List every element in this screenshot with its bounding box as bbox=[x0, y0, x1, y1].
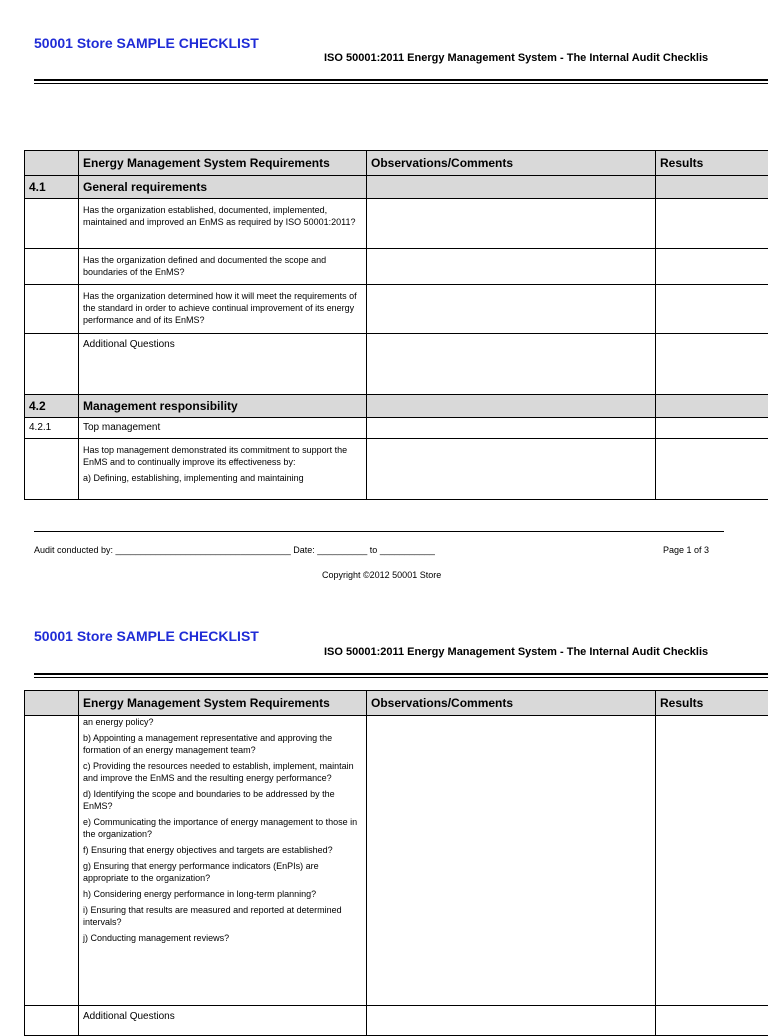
result-cell[interactable] bbox=[656, 249, 768, 285]
checklist-page-2 bbox=[0, 600, 768, 1024]
question-item: b) Appointing a management representative and approving the formation of an energy management team? bbox=[83, 732, 362, 756]
header-cell-results: Results bbox=[656, 691, 768, 716]
observation-cell[interactable] bbox=[367, 249, 656, 285]
observation-cell[interactable] bbox=[367, 439, 656, 500]
question-item: f) Ensuring that energy objectives and targets are established? bbox=[83, 844, 362, 856]
question-item: c) Providing the resources needed to establish, implement, maintain and improve the EnMS and the resulting energy performance? bbox=[83, 760, 362, 784]
result-cell[interactable] bbox=[656, 199, 768, 249]
number-cell bbox=[25, 439, 79, 500]
number-cell bbox=[25, 249, 79, 285]
footer-rule bbox=[34, 531, 724, 532]
number-cell bbox=[25, 285, 79, 334]
question-row bbox=[25, 716, 768, 1006]
question-row bbox=[25, 199, 768, 249]
audit-table bbox=[24, 150, 768, 500]
header-cell-number bbox=[25, 691, 79, 716]
brand-title: 50001 Store SAMPLE CHECKLIST bbox=[34, 35, 259, 51]
question-item: j) Conducting management reviews? bbox=[83, 932, 362, 944]
result-cell[interactable] bbox=[656, 716, 768, 1006]
question-item: i) Ensuring that results are measured and reported at determined intervals? bbox=[83, 904, 362, 928]
header-cell-observations: Observations/Comments bbox=[367, 691, 656, 716]
header-rule-thin bbox=[34, 83, 768, 84]
header-rule bbox=[34, 673, 768, 675]
question-item: d) Identifying the scope and boundaries to be addressed by the EnMS? bbox=[83, 788, 362, 812]
question-row bbox=[25, 285, 768, 334]
result-cell[interactable] bbox=[656, 176, 768, 199]
question-row bbox=[25, 439, 768, 500]
question-item: e) Communicating the importance of energy management to those in the organization? bbox=[83, 816, 362, 840]
result-cell[interactable] bbox=[656, 439, 768, 500]
result-cell[interactable] bbox=[656, 334, 768, 395]
header-cell-results: Results bbox=[656, 151, 768, 176]
section-row bbox=[25, 395, 768, 418]
observation-cell[interactable] bbox=[367, 395, 656, 418]
subsection-row bbox=[25, 418, 768, 439]
question-item: h) Considering energy performance in long-term planning? bbox=[83, 888, 362, 900]
header-cell-requirements: Energy Management System Requirements bbox=[79, 151, 367, 176]
header-cell-requirements: Energy Management System Requirements bbox=[79, 691, 367, 716]
document-subtitle: ISO 50001:2011 Energy Management System - The Internal Audit Checklis bbox=[324, 52, 708, 64]
number-cell bbox=[25, 199, 79, 249]
observation-cell[interactable] bbox=[367, 418, 656, 439]
brand-title: 50001 Store SAMPLE CHECKLIST bbox=[34, 628, 259, 644]
result-cell[interactable] bbox=[656, 395, 768, 418]
question-row bbox=[25, 249, 768, 285]
question-text: Has the organization established, documented, implemented, maintained and improved an EnMS as required by ISO 50001:2011? bbox=[79, 199, 367, 249]
header-cell-number bbox=[25, 151, 79, 176]
header-cell-observations: Observations/Comments bbox=[367, 151, 656, 176]
subsection-title: Top management bbox=[79, 418, 367, 439]
result-cell[interactable] bbox=[656, 418, 768, 439]
question-text: Has the organization defined and documented the scope and boundaries of the EnMS? bbox=[79, 249, 367, 285]
document-subtitle: ISO 50001:2011 Energy Management System - The Internal Audit Checklis bbox=[324, 646, 708, 658]
page-number: Page 1 of 3 bbox=[663, 545, 709, 555]
section-number: 4.2 bbox=[25, 395, 79, 418]
observation-cell[interactable] bbox=[367, 1006, 656, 1036]
question-text bbox=[79, 439, 367, 500]
additional-questions-label: Additional Questions bbox=[79, 1006, 367, 1036]
result-cell[interactable] bbox=[656, 285, 768, 334]
question-item: an energy policy? bbox=[83, 716, 362, 728]
table-header-row bbox=[25, 151, 768, 176]
table-header-row bbox=[25, 691, 768, 716]
section-title: General requirements bbox=[79, 176, 367, 199]
question-list bbox=[79, 716, 367, 1006]
observation-cell[interactable] bbox=[367, 285, 656, 334]
question-item: g) Ensuring that energy performance indicators (EnPIs) are appropriate to the organization? bbox=[83, 860, 362, 884]
number-cell bbox=[25, 716, 79, 1006]
section-row bbox=[25, 176, 768, 199]
additional-questions-row bbox=[25, 1006, 768, 1036]
observation-cell[interactable] bbox=[367, 334, 656, 395]
header-rule bbox=[34, 79, 768, 81]
question-item: a) Defining, establishing, implementing and maintaining bbox=[83, 472, 362, 484]
header-rule-thin bbox=[34, 677, 768, 678]
section-title: Management responsibility bbox=[79, 395, 367, 418]
additional-questions-row bbox=[25, 334, 768, 395]
question-intro: Has top management demonstrated its commitment to support the EnMS and to continually improve its effectiveness by: bbox=[83, 444, 362, 468]
audit-table bbox=[24, 690, 768, 1036]
observation-cell[interactable] bbox=[367, 199, 656, 249]
question-text: Has the organization determined how it will meet the requirements of the standard in order to achieve continual improvement of its energy performance and of its EnMS? bbox=[79, 285, 367, 334]
subsection-number: 4.2.1 bbox=[25, 418, 79, 439]
section-number: 4.1 bbox=[25, 176, 79, 199]
number-cell bbox=[25, 334, 79, 395]
audit-signature-line: Audit conducted by: ___________________________________ Date: __________ to ___________ bbox=[34, 545, 435, 555]
additional-questions-label: Additional Questions bbox=[79, 334, 367, 395]
result-cell[interactable] bbox=[656, 1006, 768, 1036]
observation-cell[interactable] bbox=[367, 716, 656, 1006]
copyright: Copyright ©2012 50001 Store bbox=[322, 570, 441, 580]
observation-cell[interactable] bbox=[367, 176, 656, 199]
number-cell bbox=[25, 1006, 79, 1036]
